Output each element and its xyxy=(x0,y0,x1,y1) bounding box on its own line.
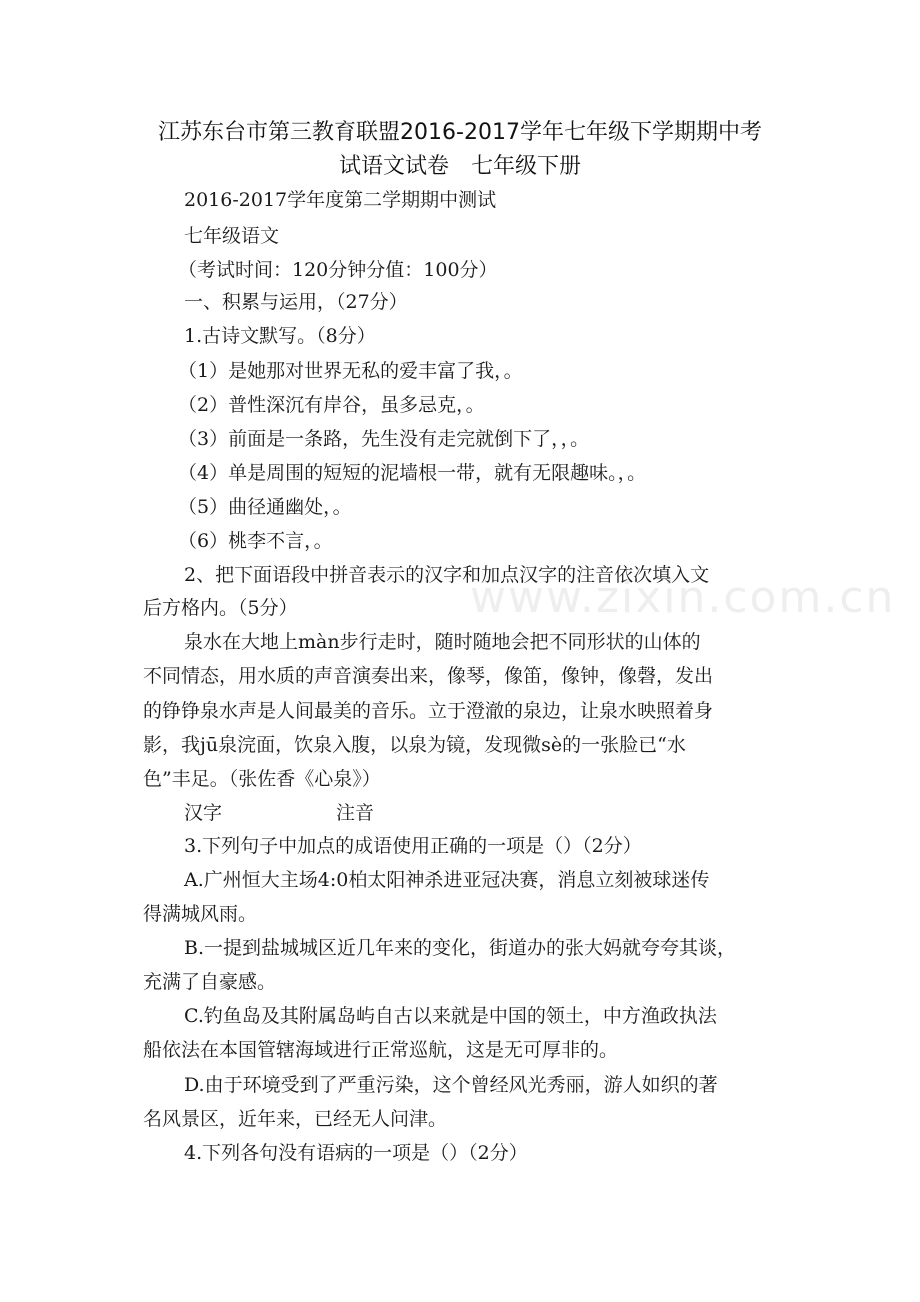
question-3-heading: 3.下列句子中加点的成语使用正确的一项是（）（2分） xyxy=(184,835,642,857)
passage-line-1: 泉水在大地上màn步行走时，随时随地会把不同形状的山体的 xyxy=(184,631,701,653)
passage-line-4: 影，我jū泉浣面，饮泉入腹，以泉为镜，发现微sè的一张脸已“水 xyxy=(143,734,686,756)
question-1-item-1: （1）是她那对世界无私的爱丰富了我，。 xyxy=(178,360,523,382)
question-4-heading: 4.下列各句没有语病的一项是（）（2分） xyxy=(184,1142,528,1164)
question-1-item-6: （6）桃李不言，。 xyxy=(178,530,333,552)
exam-duration-info: （考试时间：120分钟分值：100分） xyxy=(178,259,498,281)
option-b-line-2: 充满了自豪感。 xyxy=(143,971,277,993)
passage-line-3: 的铮铮泉水声是人间最美的音乐。立于澄澈的泉边，让泉水映照着身 xyxy=(143,700,714,722)
option-a-line-1: A.广州恒大主场4:0柏太阳神杀进亚冠决赛，消息立刻被球迷传 xyxy=(184,869,710,891)
document-title-line-1: 江苏东台市第三教育联盟2016-2017学年七年级下学期期中考 xyxy=(158,120,762,145)
section-one-heading: 一、积累与运用，（27分） xyxy=(184,291,408,313)
question-1-item-2: （2）普性深沉有岸谷，虽多忌克，。 xyxy=(178,394,485,416)
document-title-line-2: 试语文试卷 七年级下册 xyxy=(338,154,581,179)
question-1-item-3: （3）前面是一条路，先生没有走完就倒下了，，。 xyxy=(178,428,590,450)
question-2-line-2: 后方格内。（5分） xyxy=(143,597,298,619)
option-c-line-1: C.钓鱼岛及其附属岛屿自古以来就是中国的领土，中方渔政执法 xyxy=(184,1005,717,1027)
question-1-item-4: （4）单是周围的短短的泥墙根一带，就有无限趣味。，。 xyxy=(178,462,647,484)
option-d-line-2: 名风景区，近年来，已经无人问津。 xyxy=(143,1108,448,1130)
watermark: www.zixin.com.cn xyxy=(470,572,896,623)
question-1-item-5: （5）曲径通幽处，。 xyxy=(178,496,352,518)
option-d-line-1: D.由于环境受到了严重污染，这个曾经风光秀丽，游人如织的著 xyxy=(184,1074,718,1096)
option-b-line-1: B.一提到盐城城区近几年来的变化，街道办的张大妈就夸夸其谈， xyxy=(184,937,737,959)
question-1-heading: 1.古诗文默写。（8分） xyxy=(184,325,376,347)
passage-line-5: 色”丰足。（张佐香《心泉》） xyxy=(143,768,381,790)
option-a-line-2: 得满城风雨。 xyxy=(143,903,258,925)
question-2-line-1: 2、把下面语段中拼音表示的汉字和加点汉字的注音依次填入文 xyxy=(184,564,710,586)
exam-term-heading: 2016-2017学年度第二学期期中测试 xyxy=(184,189,497,211)
option-c-line-2: 船依法在本国管辖海域进行正常巡航，这是无可厚非的。 xyxy=(143,1039,619,1061)
answer-labels: 汉字 注音 xyxy=(184,802,375,824)
exam-subject-heading: 七年级语文 xyxy=(184,225,280,247)
passage-line-2: 不同情态，用水质的声音演奏出来，像琴，像笛，像钟，像磬，发出 xyxy=(143,665,714,687)
